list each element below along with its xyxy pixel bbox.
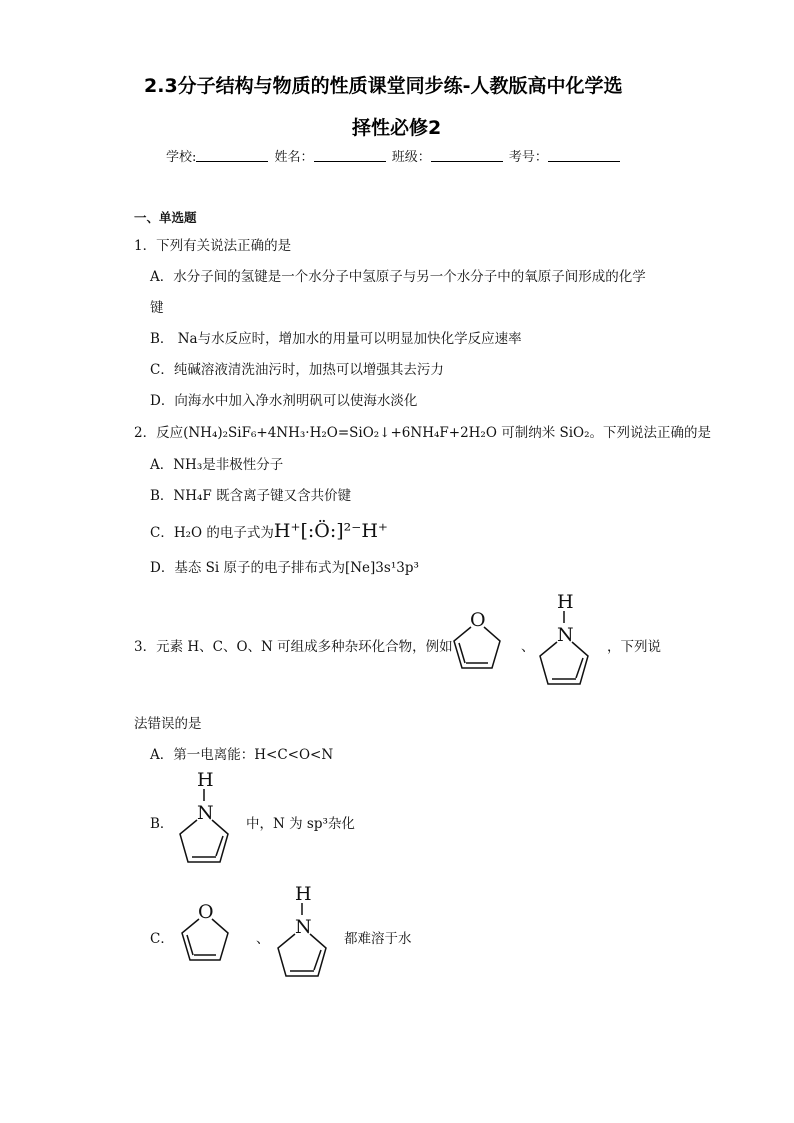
q3-stem-start: 3．元素 H、C、O、N 可组成多种杂环化合物，例如 xyxy=(134,639,453,655)
student-info-row xyxy=(166,146,622,165)
q3-stem-line2: 法错误的是 xyxy=(134,716,202,732)
class-label: 班级： xyxy=(391,150,431,165)
school-label: 学校: xyxy=(166,150,197,165)
name-blank[interactable] xyxy=(314,149,386,162)
section-title: 一、单选题 xyxy=(134,210,197,225)
pyrrole-nitrogen-label: N xyxy=(557,624,574,646)
pyrrole-structure-c xyxy=(274,882,346,982)
q3-option-c-text: 都难溶于水 xyxy=(344,931,412,947)
q3-stem-end: ，下列说 xyxy=(607,639,661,655)
q3-option-b-text: 中，N 为 sp³杂化 xyxy=(246,816,355,832)
exam-number-label: 考号： xyxy=(508,150,548,165)
water-electron-formula: H⁺[:Ö:]²⁻H⁺ xyxy=(273,520,388,542)
pyrrole-structure-b xyxy=(176,768,248,868)
name-label: 姓名： xyxy=(274,150,314,165)
pyrrole-c-hydrogen-label: H xyxy=(295,883,312,905)
q1-option-a-line1: A．水分子间的氢键是一个水分子中氢原子与另一个水分子中的氧原子间形成的化学 xyxy=(150,269,646,285)
pyrrole-structure xyxy=(536,590,608,690)
pyrrole-b-nitrogen-label: N xyxy=(197,802,214,824)
q2-option-b: B．NH₄F 既含离子键又含共价键 xyxy=(150,488,352,504)
doc-title-line1: 2.3分子结构与物质的性质课堂同步练-人教版高中化学选 xyxy=(144,75,623,97)
furan-c-oxygen-label: O xyxy=(198,901,214,923)
q2-option-c xyxy=(150,520,388,542)
q3-option-b-label: B． xyxy=(150,816,174,832)
q1-option-c: C．纯碱溶液清洗油污时，加热可以增强其去污力 xyxy=(150,362,444,378)
q2-option-c-text: C．H₂O 的电子式为 xyxy=(150,525,274,541)
furan-oxygen-label: O xyxy=(470,609,486,631)
q2-option-a: A．NH₃是非极性分子 xyxy=(150,457,284,473)
school-blank[interactable] xyxy=(196,149,268,162)
furan-structure xyxy=(450,606,522,678)
furan-structure-c xyxy=(178,898,250,970)
q3-option-a: A．第一电离能：H<C<O<N xyxy=(150,747,334,763)
q3-stem-separator: 、 xyxy=(521,639,535,655)
q2-option-d: D．基态 Si 原子的电子排布式为[Ne]3s¹3p³ xyxy=(150,560,419,576)
q3-option-c-separator: 、 xyxy=(256,931,270,947)
exam-number-blank[interactable] xyxy=(548,149,620,162)
pyrrole-hydrogen-label: H xyxy=(557,591,574,613)
q1-option-a-line2: 键 xyxy=(150,300,164,316)
q3-option-c-label: C． xyxy=(150,931,174,947)
q2-stem: 2．反应(NH₄)₂SiF₆+4NH₃·H₂O=SiO₂↓+6NH₄F+2H₂O 可制纳米 SiO₂。下列说法正确的是 xyxy=(134,425,712,441)
class-blank[interactable] xyxy=(431,149,503,162)
q1-stem: 1．下列有关说法正确的是 xyxy=(134,238,292,254)
q1-option-b: B． Na与水反应时，增加水的用量可以明显加快化学反应速率 xyxy=(150,331,522,347)
q1-option-d: D．向海水中加入净水剂明矾可以使海水淡化 xyxy=(150,393,418,409)
doc-title-line2: 择性必修2 xyxy=(352,117,442,139)
pyrrole-b-hydrogen-label: H xyxy=(197,769,214,791)
pyrrole-c-nitrogen-label: N xyxy=(295,916,312,938)
